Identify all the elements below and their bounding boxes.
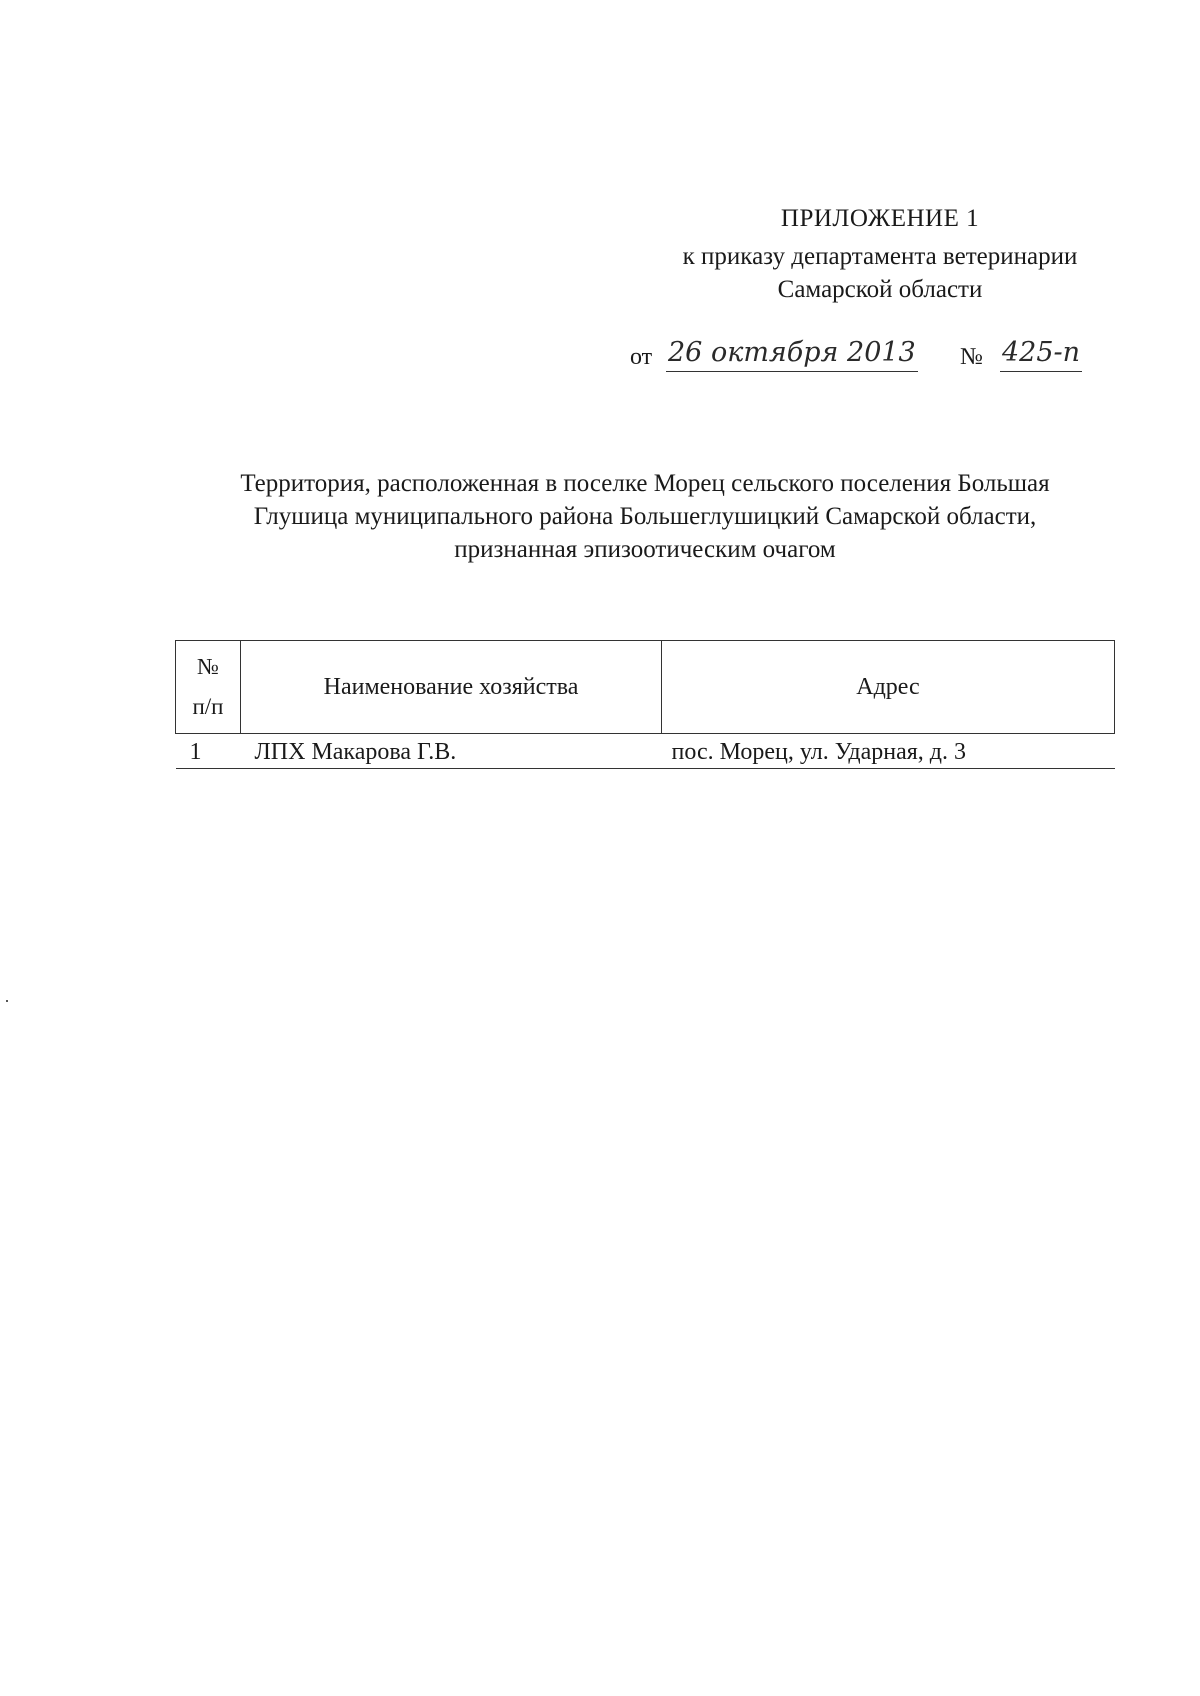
row-address: пос. Морец, ул. Ударная, д. 3	[662, 734, 1115, 769]
order-date-handwritten: 26 октября 2013	[666, 336, 918, 372]
heading-line-3: признанная эпизоотическим очагом	[454, 536, 836, 563]
header-number-pp: п/п	[192, 694, 224, 719]
header-address: Адрес	[662, 641, 1115, 734]
row-household-name: ЛПХ Макарова Г.В.	[241, 734, 662, 769]
header-number-sign: №	[197, 654, 219, 679]
heading-line-2: Глушица муниципального района Большеглушицкий Самарской области,	[253, 503, 1037, 530]
appendix-order-reference: к приказу департамента ветеринарии	[682, 243, 1078, 270]
header-household-name: Наименование хозяйства	[241, 641, 662, 734]
appendix-region: Самарской области	[777, 276, 983, 303]
from-label: от	[630, 344, 653, 370]
header-number	[176, 641, 241, 734]
row-number: 1	[176, 734, 241, 769]
number-label: №	[960, 344, 983, 370]
households-table	[175, 640, 1115, 769]
table-header-row	[176, 641, 1115, 734]
order-number-handwritten: 425-п	[1000, 336, 1082, 372]
order-date-number	[630, 336, 1150, 376]
document-heading	[180, 467, 1110, 566]
table-row	[176, 734, 1115, 769]
scan-speck	[6, 1000, 8, 1002]
heading-line-1: Территория, расположенная в поселке Морец сельского поселения Большая	[240, 470, 1050, 497]
appendix-title: ПРИЛОЖЕНИЕ 1	[780, 205, 980, 232]
